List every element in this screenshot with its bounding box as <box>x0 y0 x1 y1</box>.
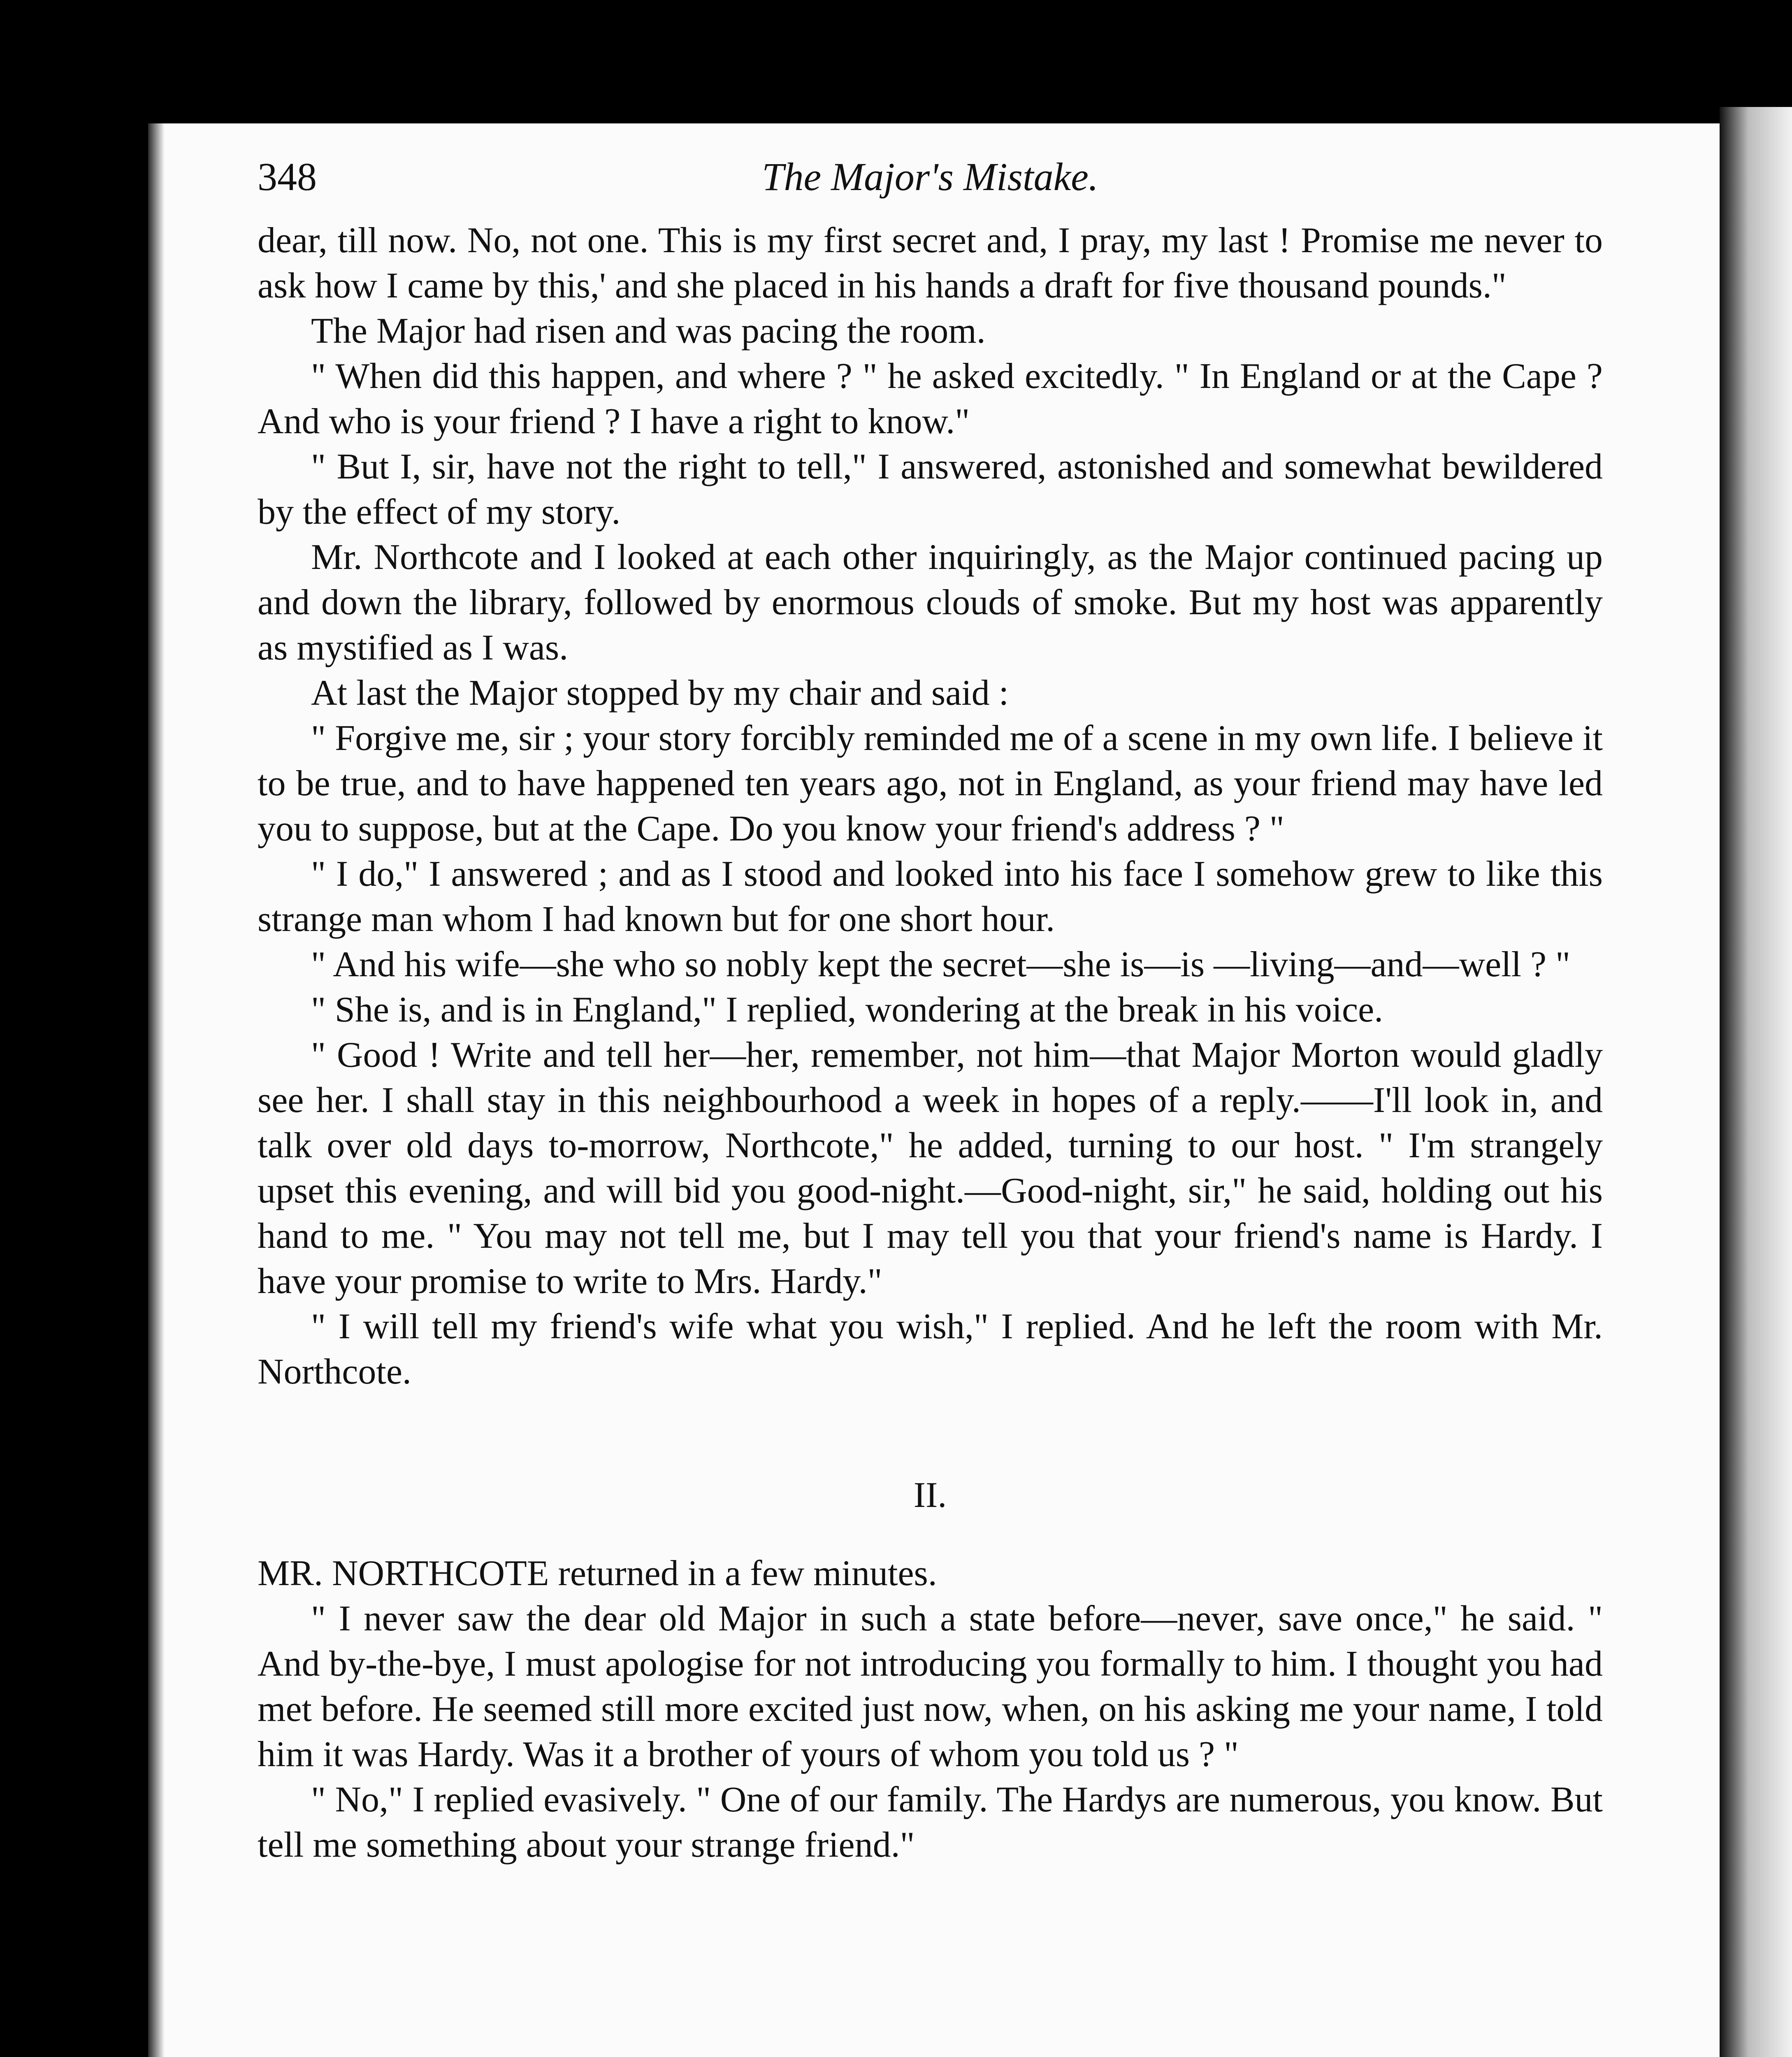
page-text-block <box>258 136 1603 1868</box>
running-head <box>258 136 1603 218</box>
paragraph: At last the Major stopped by my chair and said : <box>311 673 1009 713</box>
paragraph: " I do," I answered ; and as I stood and looked into his face I somehow grew to like this strange man whom I had known but for one short hour. <box>258 854 1603 939</box>
paragraph: " Forgive me, sir ; your story forcibly reminded me of a scene in my own life. I believe it to be true, and to have happened ten years ago, not in England, as your friend may have led you to suppose, but at the Cape. Do you know your friend's address ? " <box>258 718 1603 849</box>
facing-page-edge <box>1720 107 1792 2057</box>
section-numeral: II. <box>913 1475 947 1515</box>
paragraph: dear, till now. No, not one. This is my first secret and, I pray, my last ! Promise me never to ask how I came by this,' and she placed in his hands a draft for five thousand pounds." <box>258 221 1603 306</box>
paragraph: Mr. Northcote and I looked at each other inquiringly, as the Major continued pacing up and down the library, followed by enormous clouds of smoke. But my host was apparently as mystified as I was. <box>258 537 1603 668</box>
paragraph: " But I, sir, have not the right to tell," I answered, astonished and somewhat bewildered by the effect of my story. <box>258 447 1603 532</box>
page-number: 348 <box>258 155 317 199</box>
paragraph: " I never saw the dear old Major in such a state before—never, save once," he said. " And by-the-bye, I must apologise for not introducing you formally to him. I thought you had met before. He seemed still more excited just now, when, on his asking me your name, I told him it was Hardy. Was it a brother of yours of whom you told us ? " <box>258 1599 1603 1774</box>
body-text <box>258 218 1603 1868</box>
page-spine-shadow <box>148 123 165 2057</box>
paragraph: " No," I replied evasively. " One of our family. The Hardys are numerous, you know. But tell me something about your strange friend." <box>258 1780 1603 1865</box>
paragraph: " When did this happen, and where ? " he asked excitedly. " In England or at the Cape ? And who is your friend ? I have a right to know." <box>258 356 1603 441</box>
paragraph: MR. NORTHCOTE returned in a few minutes. <box>258 1553 937 1593</box>
paragraph: The Major had risen and was pacing the room. <box>311 311 986 351</box>
running-title: The Major's Mistake. <box>762 155 1098 199</box>
paragraph: " I will tell my friend's wife what you wish," I replied. And he left the room with Mr. Northcote. <box>258 1307 1603 1392</box>
paragraph: " Good ! Write and tell her—her, remember, not him—that Major Morton would gladly see her. I shall stay in this neighbourhood a week in hopes of a reply.——I'll look in, and talk over old days to-morrow, Northcote," he added, turning to our host. " I'm strangely upset this evening, and will bid you good-night.—Good-night, sir," he said, holding out his hand to me. " You may not tell me, but I may tell you that your friend's name is Hardy. I have your promise to write to Mrs. Hardy." <box>258 1035 1603 1301</box>
paragraph: " She is, and is in England," I replied, wondering at the break in his voice. <box>311 990 1383 1030</box>
paragraph: " And his wife—she who so nobly kept the secret—she is—is —living—and—well ? " <box>311 945 1571 984</box>
